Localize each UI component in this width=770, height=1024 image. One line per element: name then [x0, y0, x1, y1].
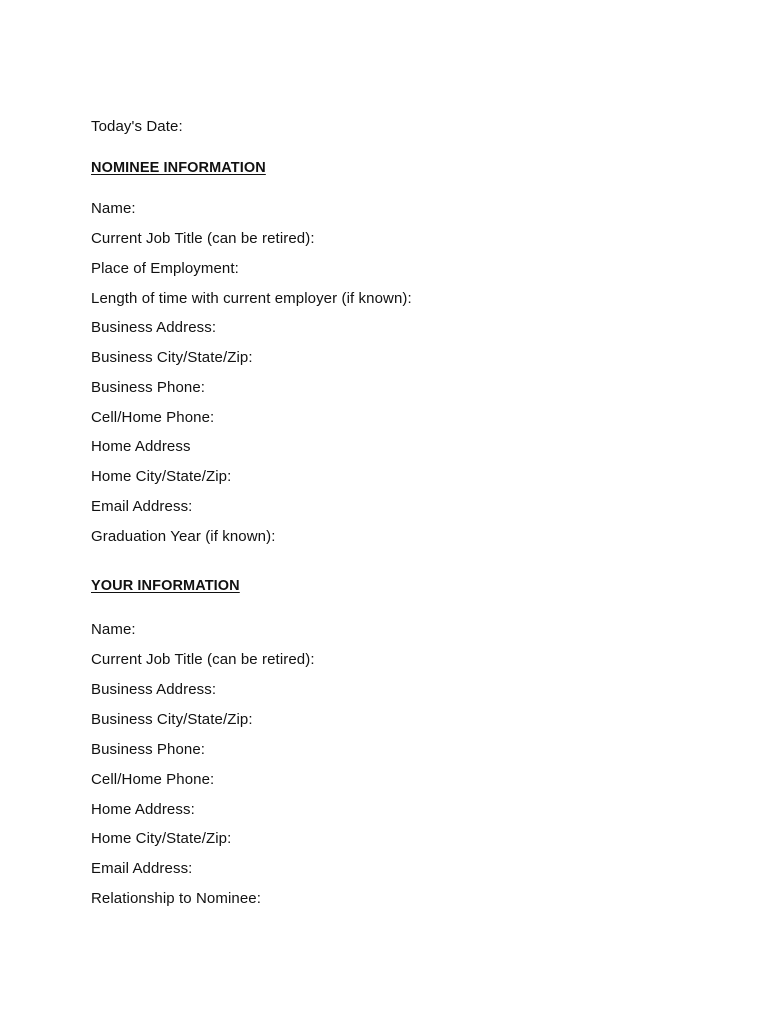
your-cell-home-phone-label: Cell/Home Phone: [91, 771, 215, 788]
nominee-job-title-label: Current Job Title (can be retired): [91, 230, 315, 247]
todays-date-label: Today's Date: [91, 118, 183, 135]
your-business-city-label: Business City/State/Zip: [91, 711, 253, 728]
nominee-business-phone-label: Business Phone: [91, 379, 206, 396]
your-business-phone-label: Business Phone: [91, 741, 206, 758]
nominee-place-of-employment-label: Place of Employment: [91, 260, 239, 277]
nominee-section-heading: NOMINEE INFORMATION [91, 160, 266, 176]
nominee-business-address-label: Business Address: [91, 319, 217, 336]
your-business-address-label: Business Address: [91, 681, 217, 698]
nominee-graduation-year-label: Graduation Year (if known): [91, 528, 276, 545]
nominee-cell-home-phone-label: Cell/Home Phone: [91, 409, 215, 426]
nominee-home-city-label: Home City/State/Zip: [91, 468, 232, 485]
your-home-city-label: Home City/State/Zip: [91, 830, 232, 847]
relationship-to-nominee-label: Relationship to Nominee: [91, 890, 261, 907]
nominee-name-label: Name: [91, 200, 136, 217]
nominee-home-address-label: Home Address [91, 438, 191, 455]
nominee-email-label: Email Address: [91, 498, 193, 515]
your-email-label: Email Address: [91, 860, 193, 877]
nominee-business-city-label: Business City/State/Zip: [91, 349, 253, 366]
nominee-length-of-time-label: Length of time with current employer (if known): [91, 290, 412, 307]
your-name-label: Name: [91, 621, 136, 638]
your-job-title-label: Current Job Title (can be retired): [91, 651, 315, 668]
your-info-section-heading: YOUR INFORMATION [91, 578, 240, 594]
your-home-address-label: Home Address: [91, 801, 195, 818]
